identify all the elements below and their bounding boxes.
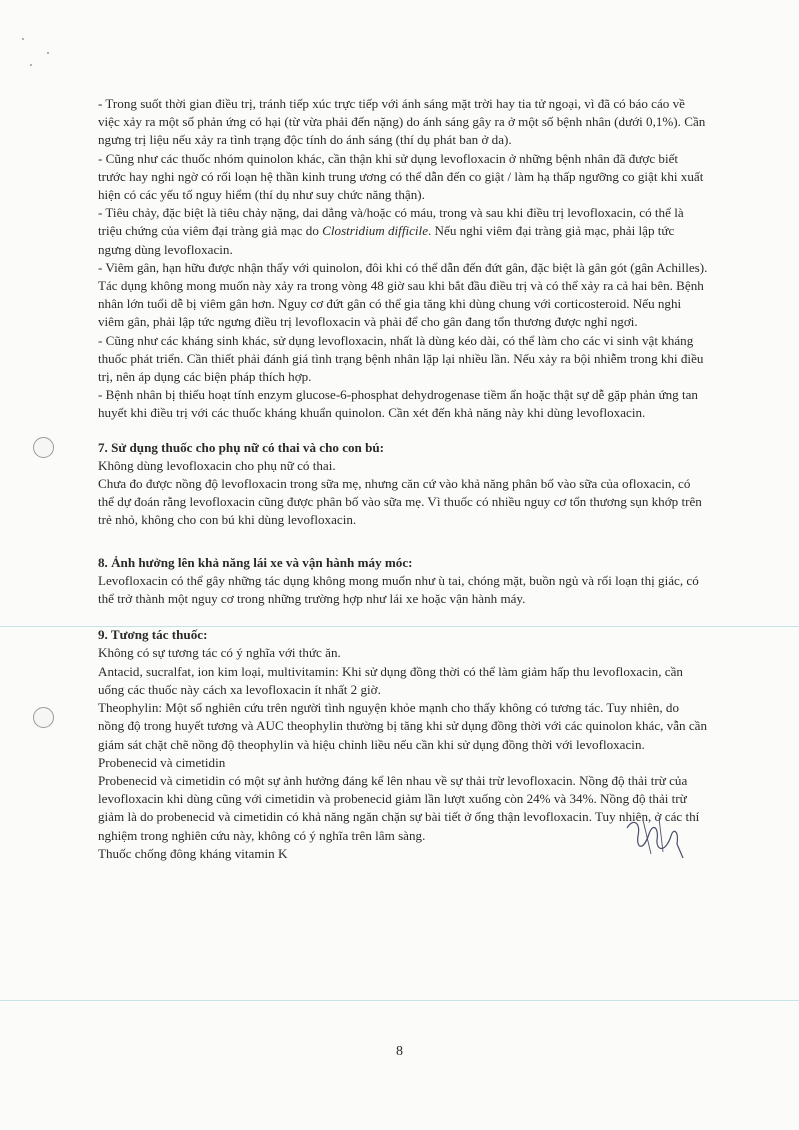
section-line: Không dùng levofloxacin cho phụ nữ có thai. [98,457,336,473]
section-heading: 7. Sử dụng thuốc cho phụ nữ có thai và cho con bú: [98,439,385,455]
precaution-sunlight: - Trong suốt thời gian điều trị, tránh tiếp xúc trực tiếp với ánh sáng mặt trời hay tia tử ngoại, vì đã có báo cáo về việc xảy ra một số phản ứng có hại (từ vừa phải đến nặng) do ánh sáng gây ra ở một số bệnh nhân (dưới 0,1%). Cần ngưng trị liệu nếu xảy ra tình trạng độc tính do ánh sáng (thí dụ phát ban ở da). [98,96,706,148]
section-line: Levofloxacin có thể gây những tác dụng không mong muốn như ù tai, chóng mặt, buồn ngủ và rối loạn thị giác, có thể trở thành một nguy cơ trong những trường hợp như lái xe hoặc vận hành máy. [98,572,699,607]
handwritten-signature [613,814,693,860]
section-driving [98,554,708,609]
scan-speck [30,64,32,66]
section-line: Probenecid và cimetidin [98,754,226,770]
section-heading: 8. Ảnh hưởng lên khả năng lái xe và vận hành máy móc: [98,554,413,570]
scan-speck [47,52,49,54]
scan-speck [22,38,24,40]
precaution-tendinitis: - Viêm gân, hạn hữu được nhận thấy với quinolon, đôi khi có thể dẫn đến đứt gân, đặc biệt là gân gót (gân Achilles). Tác dụng không mong muốn này xảy ra trong vòng 48 giờ sau khi bắt đầu điều trị và có thể xảy ra cả hai bên. Bệnh nhân lớn tuổi dễ bị viêm gân hơn. Nguy cơ đứt gân có thể gia tăng khi dùng chung với corticosteroid. Nếu nghi viêm gân, phải lập tức ngưng điều trị levofloxacin và phải để cho gân đang tổn thương được nghỉ ngơi. [98,259,708,330]
punch-hole [33,437,54,458]
section-line: Antacid, sucralfat, ion kim loại, multivitamin: Khi sử dụng đồng thời có thể làm giảm hấp thu levofloxacin, cần uống các thuốc này cách xa levofloxacin ít nhất 2 giờ. [98,663,683,697]
punch-hole [33,707,54,728]
organism-name: Clostridium difficile [322,223,428,239]
section-line: Thuốc chống đông kháng vitamin K [98,845,288,861]
section-line: Probenecid và cimetidin có một sự ảnh hưởng đáng kể lên nhau về sự thải trừ levofloxacin. Nồng độ thải trừ của levofloxacin khi dùng cũng với cimetidin và probenecid giảm lần lượt xuống còn 24% và 34%. Nồng độ thải trừ giảm là do probenecid và cimetidin có khả năng ngăn chặn sự bài tiết ở ống thận levofloxacin. Tuy nhiên, ở các thí nghiệm trong nghiên cứu này, không có ý nghĩa trên lâm sàng. [98,772,700,843]
page-number: 8 [396,1044,403,1059]
section-pregnancy [98,439,708,530]
precaution-cns: - Cũng như các thuốc nhóm quinolon khác, cần thận khi sử dụng levofloxacin ở những bệnh nhân đã được biết trước hay nghi ngờ có rối loạn hệ thần kinh trung ương có thể dẫn đến co giật / làm hạ thấp ngưỡng co giật khi xuất hiện có các yếu tố nguy hiểm (thí dụ như suy chức năng thận). [98,150,704,203]
precaution-diarrhea: - Tiêu chảy, đặc biệt là tiêu chảy nặng, dai dẳng và/hoặc có máu, trong và sau khi điều trị levofloxacin, có thể là triệu chứng của viêm đại tràng giả mạc do Clostridium difficile. Nếu nghi viêm đại tràng giả mạc, phải lập tức ngưng dùng levofloxacin. [98,205,684,257]
section-line: Theophylin: Một số nghiên cứu trên người tình nguyện khỏe mạnh cho thấy không có tương tác. Tuy nhiên, do nồng độ trong huyết tương và AUC theophylin thường bị tăng khi sử dụng đồng thời với các quinolon khác, vẫn cần giám sát chặt chẽ nồng độ theophylin và hiệu chỉnh liều nếu cần khi sử dụng đồng thời với levofloxacin. [98,700,708,752]
section-heading: 9. Tương tác thuốc: [98,627,208,643]
precaution-g6pd: - Bệnh nhân bị thiếu hoạt tính enzym glucose-6-phosphat dehydrogenase tiềm ẩn hoặc thật sự dễ gặp phản ứng tan huyết khi điều trị với các thuốc kháng khuẩn quinolon. Cần xét đến khả năng này khi dùng levofloxacin. [98,387,698,421]
document-body [98,95,708,863]
precaution-resistance: - Cũng như các kháng sinh khác, sử dụng levofloxacin, nhất là dùng kéo dài, có thể làm cho các vi sinh vật kháng thuốc phát triển. Cần thiết phải đánh giá tình trạng bệnh nhân lặp lại nhiều lần. Nếu xảy ra bội nhiễm trong khi điều trị, nên áp dụng các biện pháp thích hợp. [98,332,704,385]
section-line: Không có sự tương tác có ý nghĩa với thức ăn. [98,645,341,661]
scan-line [0,1000,799,1001]
section-line: Chưa đo được nồng độ levofloxacin trong sữa mẹ, nhưng căn cứ vào khả năng phân bố vào sữa của ofloxacin, có thể dự đoán rằng levofloxacin cũng được phân bố vào sữa mẹ. Vì thuốc có nhiều nguy cơ tổn thương sụn khớp trên trẻ nhỏ, không cho con bú khi dùng levofloxacin. [98,476,702,528]
